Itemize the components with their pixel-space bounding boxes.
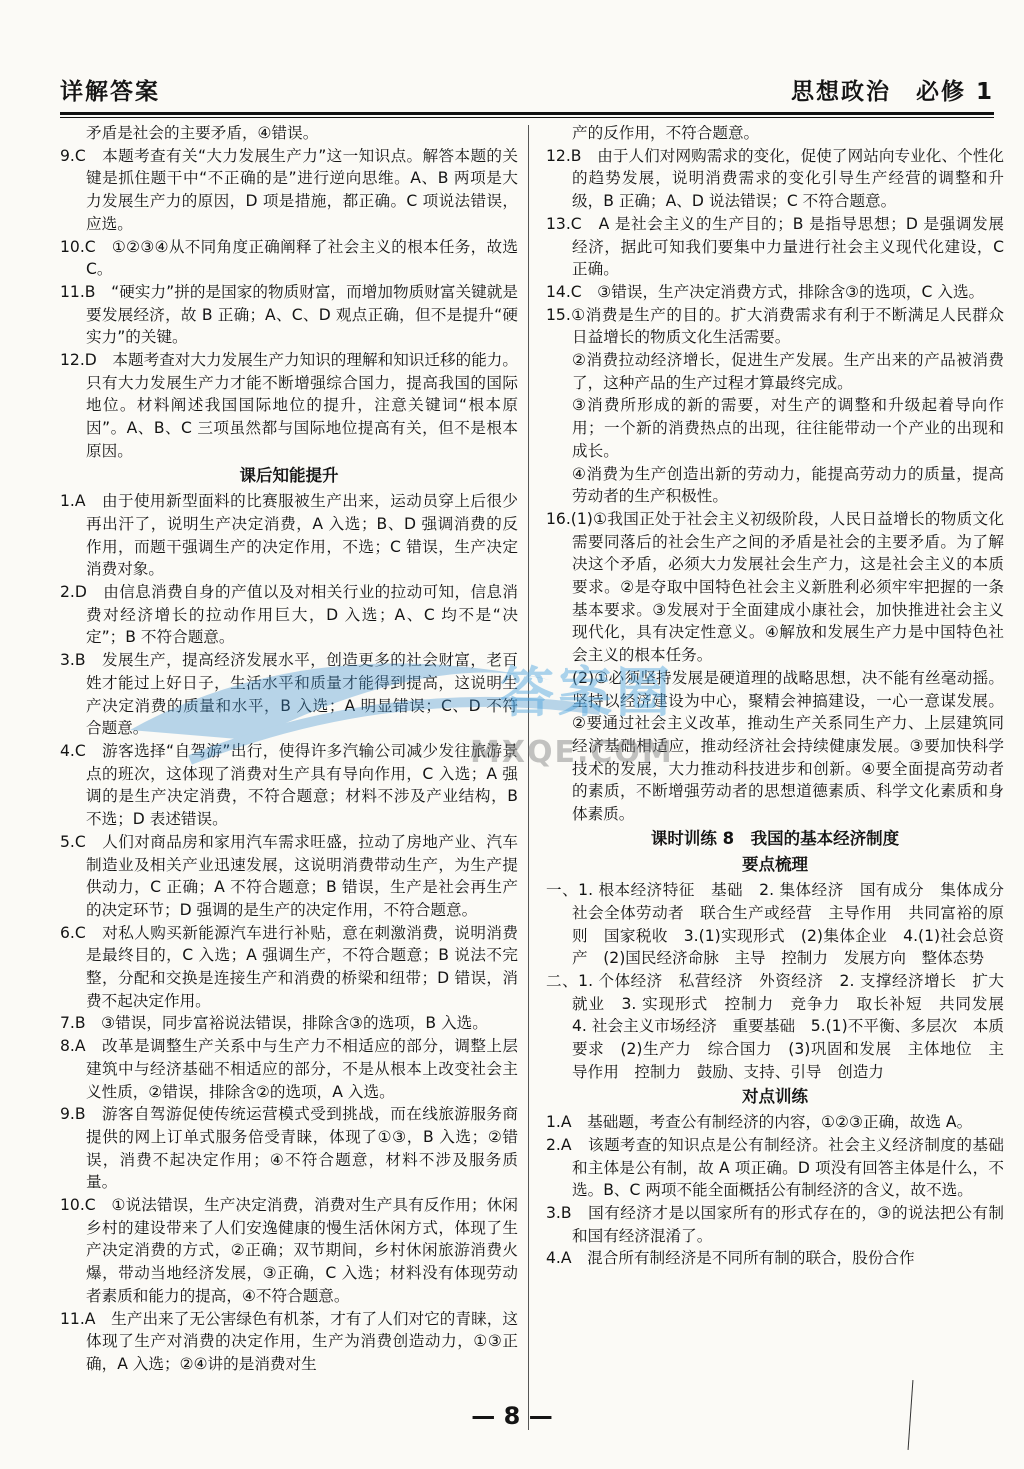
answer-continuation: 矛盾是社会的主要矛盾，④错误。: [86, 124, 319, 142]
answer-item: 3.B 国有经济才是以国家所有的形式存在的，③的说法把公有制和国有经济混淆了。: [546, 1204, 1004, 1245]
answer-item: 4.C 游客选择“自驾游”出行，使得许多汽输公司减少发往旅游景点的班次，这体现了消费对生产具有导向作用，C 入选；A 强调的是生产决定消费，不符合题意；材料不涉及产业结构，B 不选；D 表述错误。: [60, 741, 518, 829]
answer-item: 16.(1)①我国正处于社会主义初级阶段，人民日益增长的物质文化需要同落后的社会生产之间的矛盾是社会的主要矛盾。为了解决这个矛盾，必须大力发展社会生产力，这是社会主义的本质要求。②是夺取中国特色社会主义新胜利必须牢牢把握的一条基本要求。③发展对于全面建成小康社会，加快推进社会主义现代化，具有决定性意义。④解放和发展生产力是中国特色社会主义的根本任务。: [546, 509, 1004, 665]
answer-item: 13.C A 是社会主义的生产目的；B 是指导思想；D 是强调发展经济，据此可知我们要集中力量进行社会主义现代化建设，C 正确。: [546, 214, 1004, 279]
answer-sub-item: ③消费所形成的新的需要，对生产的调整和升级起着导向作用；一个新的消费热点的出现，往往能带动一个产业的出现和成长。: [572, 396, 1004, 460]
answer-item: 7.B ③错误，同步富裕说法错误，排除含③的选项，B 入选。: [60, 1014, 488, 1033]
page-number: — 8 —: [471, 1402, 553, 1430]
watermark-url: MXQE.COM: [470, 735, 674, 770]
answer-item: 11.B “硬实力”拼的是国家的物质财富，而增加物质财富关键就是要发展经济，故 B 正确；A、C、D 观点正确，但不是提升“硬实力”的关键。: [60, 282, 518, 347]
answer-item: 1.A 基础题，考查公有制经济的内容，①②③正确，故选 A。: [546, 1113, 973, 1132]
answer-item: 6.C 对私人购买新能源汽车进行补贴，意在刺激消费，说明消费是最终目的，C 入选；A 强调生产，不符合题意；B 说法不完整，分配和交换是连接生产和消费的桥梁和纽带；D 错误，消费不起决定作用。: [60, 923, 518, 1010]
answer-item: 10.C ①②③④从不同角度正确阐释了社会主义的根本任务，故选 C。: [60, 237, 518, 279]
answer-item: 1.A 由于使用新型面料的比赛服被生产出来，运动员穿上后很少再出汗了，说明生产决定消费，A 入选；B、D 强调消费的反作用，而题干强调生产的决定作用，不选；C 错误，生产决定消费对象。: [60, 492, 518, 579]
answer-item: 15.①消费是生产的目的。扩大消费需求有利于不断满足人民群众日益增长的物质文化生活需要。: [546, 305, 1004, 347]
answer-sub-item: ④消费为生产创造出新的劳动力，能提高劳动力的质量，提高劳动者的生产积极性。: [572, 464, 1004, 506]
answer-item: 9.B 游客自驾游促使传统运营模式受到挑战，而在线旅游服务商提供的网上订单式服务倍受青睐，体现了①③，B 入选；②错误，消费不起决定作用；④不符合题意，材料不涉及服务质量。: [60, 1105, 518, 1192]
answer-item: 10.C ①说法错误，生产决定消费，消费对生产具有反作用；休闲乡村的建设带来了人们安逸健康的慢生活休闲方式，体现了生产决定消费的方式，②正确；双节期间，乡村休闲旅游消费火爆，带动当地经济发展，③正确，C 入选；材料没有体现劳动者素质和能力的提高，④不符合题意。: [60, 1196, 518, 1305]
header-left-title: 详解答案: [60, 79, 160, 105]
answer-item: 一、1. 根本经济特征 基础 2. 集体经济 国有成分 集体成分 社会全体劳动者 联合生产或经营 主导作用 共同富裕的原则 国家税收 3.(1)实现形式 (2)集体企业 4.(1)社会总资产 (2)国民经济命脉 主导 控制力 发展方向 整体态势: [546, 881, 1020, 968]
answer-sub-item: (2)①必须坚持发展是硬道理的战略思想，决不能有丝毫动摇。坚持以经济建设为中心，聚精会神搞建设，一心一意谋发展。②要通过社会主义改革，推动生产关系同生产力、上层建筑同经济基础相适应，推动经济社会持续健康发展。③要加快科学技术的发展，大力推动科技进步和创新。④要全面提高劳动者的素质，不断增强劳动者的思想道德素质、科学文化素质和身体素质。: [572, 668, 1004, 824]
section-heading: 课时训练 8 我国的基本经济制度: [650, 828, 900, 848]
answer-item: 2.D 由信息消费自身的产值以及对相关行业的拉动可知，信息消费对经济增长的拉动作用巨大，D 入选；A、C 均不是“决定”；B 不符合题意。: [60, 583, 518, 647]
section-heading: 课后知能提升: [239, 465, 339, 485]
answer-item: 二、1. 个体经济 私营经济 外资经济 2. 支撑经济增长 扩大就业 3. 实现形式 控制力 竞争力 取长补短 共同发展 4. 社会主义市场经济 重要基础 5.(1)不平衡、多层次 本质要求 (2)生产力 综合国力 (3)巩固和发展 主体地位 主导作用 控制力 鼓励、支持、引导 创造力: [546, 972, 1020, 1081]
answer-item: 4.A 混合所有制经济是不同所有制的联合，股份合作: [546, 1249, 915, 1268]
answer-item: 11.A 生产出来了无公害绿色有机茶，才有了人们对它的青睐，这体现了生产对消费的决定作用，生产为消费创造动力，①③正确，A 入选；②④讲的是消费对生: [60, 1309, 518, 1373]
header-rule-thick: [60, 112, 994, 115]
answer-item: 14.C ③错误，生产决定消费方式，排除含③的选项，C 入选。: [546, 282, 985, 301]
header-rule-thin: [60, 117, 994, 118]
page-header: [60, 70, 994, 110]
column-divider: [528, 125, 529, 1430]
answer-sub-item: ②消费拉动经济增长，促进生产发展。生产出来的产品被消费了，这种产品的生产过程才算最终完成。: [572, 351, 1004, 392]
answer-item: 9.C 本题考查有关“大力发展生产力”这一知识点。解答本题的关键是抓住题干中“不正确的是”进行逆向思维。A、B 两项是大力发展生产力的原因，D 项是措施，都正确。C 项说法错误，应选。: [60, 146, 518, 233]
section-heading: 对点训练: [742, 1086, 808, 1106]
watermark-text: 答案圈: [500, 661, 674, 724]
answer-item: 8.A 改革是调整生产关系中与生产力不相适应的部分，调整上层建筑中与经济基础不相适应的部分，不是从根本上改变社会主义性质，②错误，排除含②的选项，A 入选。: [60, 1037, 518, 1101]
left-column: [60, 122, 518, 1376]
answer-item: 5.C 人们对商品房和家用汽车需求旺盛，拉动了房地产业、汽车制造业及相关产业迅速发展，这说明消费带动生产，为生产提供动力，C 正确；A 不符合题意；B 错误，生产是社会再生产的决定环节；D 强调的是生产的决定作用，不符合题意。: [60, 832, 518, 919]
answer-item: 2.A 该题考查的知识点是公有制经济。社会主义经济制度的基础和主体是公有制，故 A 项正确。D 项没有回答主体是什么，不选。B、C 两项不能全面概括公有制经济的含义，故不选。: [546, 1135, 1004, 1200]
answer-item: 3.B 发展生产，提高经济发展水平，创造更多的社会财富，老百姓才能过上好日子，生活水平和质量才能得到提高，这说明生产决定消费的质量和水平，B 入选；A 明显错误；C、D 不符合题意。: [60, 651, 518, 738]
answer-item: 12.D 本题考查对大力发展生产力知识的理解和知识迁移的能力。只有大力发展生产力才能不断增强综合国力，提高我国的国际地位。材料阐述我国国际地位的提升，注意关键词“根本原因”。A、B、C 三项虽然都与国际地位提高有关，但不是根本原因。: [60, 351, 518, 460]
answer-item: 12.B 由于人们对网购需求的变化，促使了网站向专业化、个性化的趋势发展，说明消费需求的变化引导生产经营的调整和升级，B 正确；A、D 说法错误；C 不符合题意。: [546, 146, 1004, 211]
answer-continuation: 产的反作用，不符合题意。: [572, 124, 760, 142]
section-heading: 要点梳理: [742, 854, 808, 874]
header-right-title: 思想政治 必修 1: [790, 79, 994, 105]
